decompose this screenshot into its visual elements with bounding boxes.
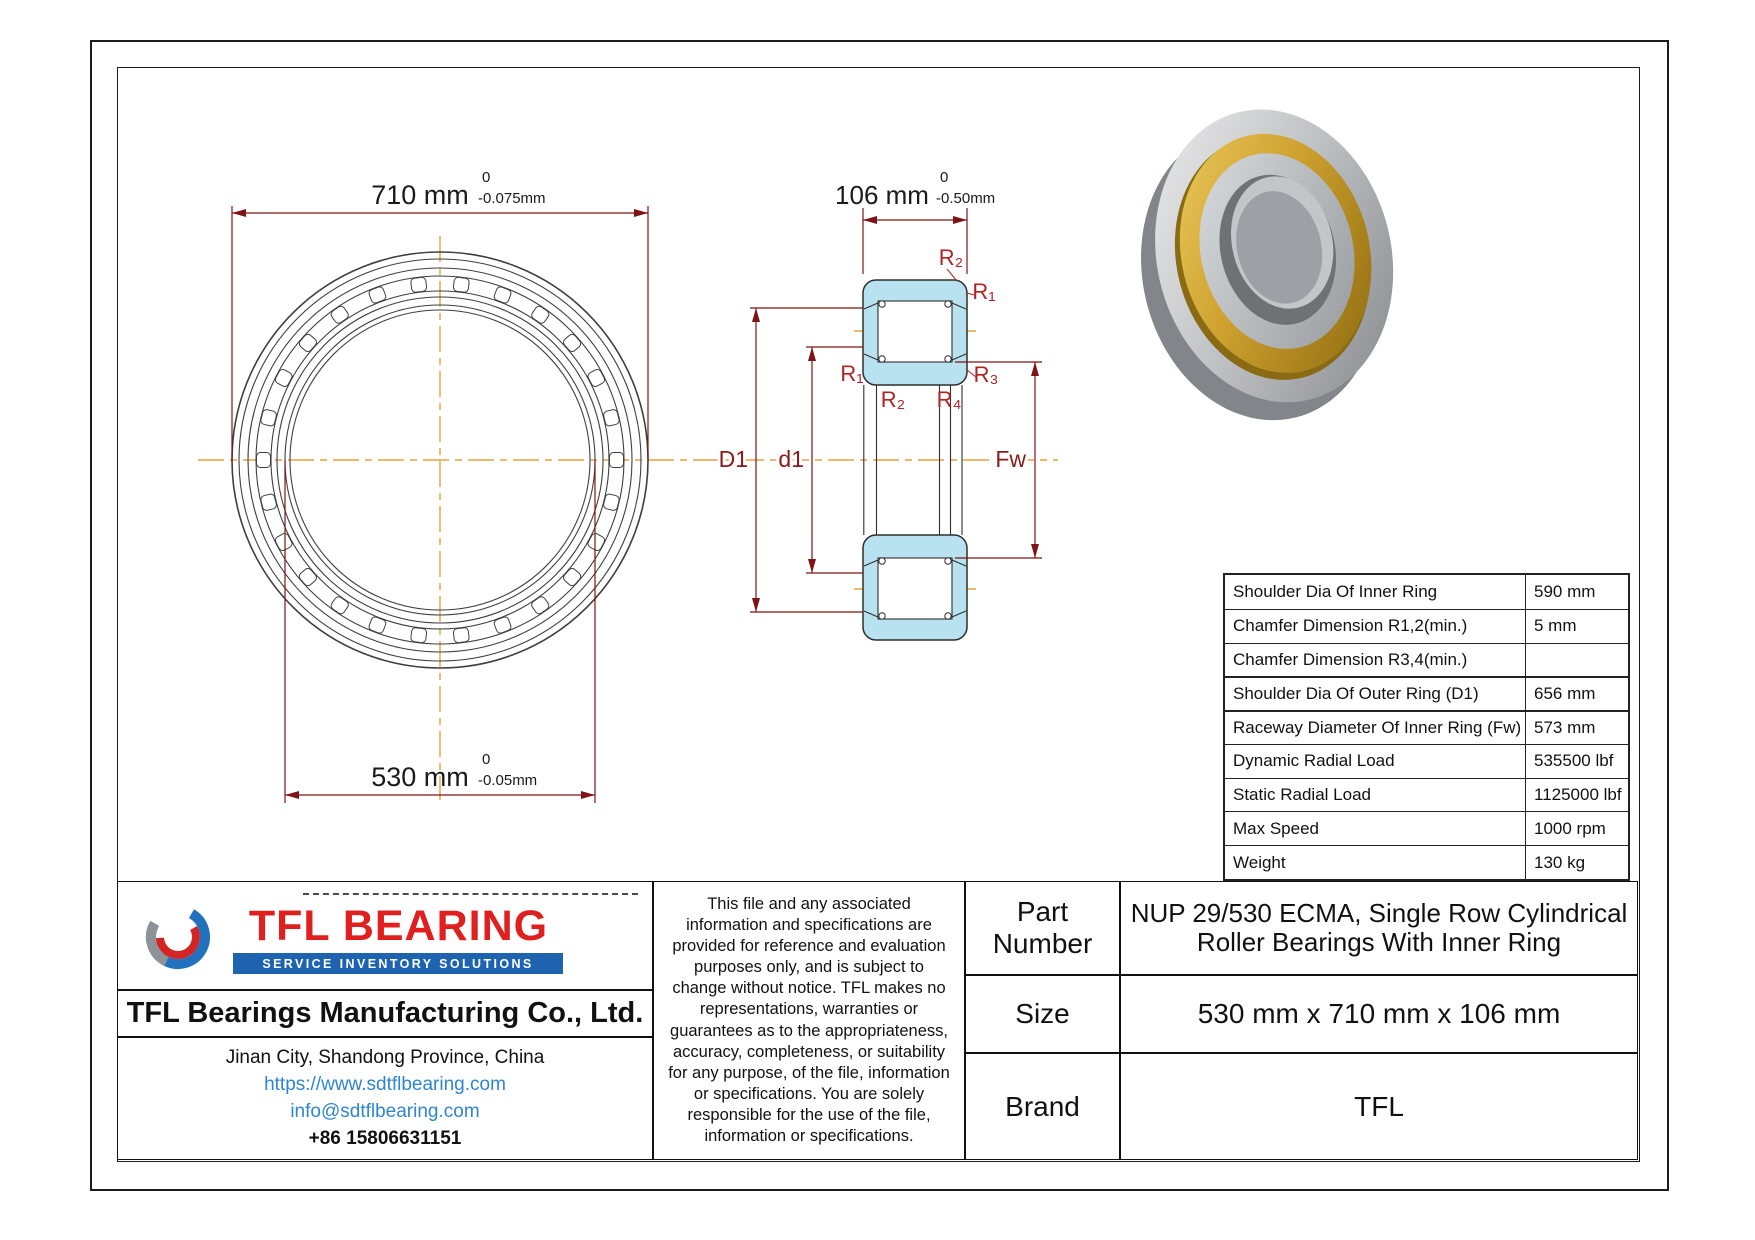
table-row — [1225, 811, 1628, 845]
title-block — [117, 881, 1638, 1160]
company-phone: +86 15806631151 — [308, 1128, 462, 1149]
spec-label: Shoulder Dia Of Inner Ring — [1233, 581, 1438, 601]
brand-value: TFL — [1120, 1053, 1638, 1160]
label-r1-top: R₁ — [972, 279, 996, 304]
dim-530-value: 530 mm — [371, 762, 469, 792]
dim-106-value: 106 mm — [835, 180, 929, 210]
spec-value: 5 mm — [1525, 610, 1628, 643]
label-r2-bottom: R₂ — [880, 387, 906, 412]
label-Fw: Fw — [995, 446, 1026, 472]
dim-530-tol-top: 0 — [482, 751, 491, 768]
table-row — [1225, 845, 1628, 879]
spec-value: 1000 rpm — [1525, 812, 1628, 845]
label-r4-bottom: R₄ — [936, 387, 962, 412]
dim-710-tol-top: 0 — [482, 169, 491, 186]
spec-label: Weight — [1233, 852, 1286, 872]
bearing-3d-image — [1105, 75, 1435, 445]
table-row — [1225, 778, 1628, 812]
spec-value: 130 kg — [1525, 846, 1628, 879]
dim-106-tol-bottom: -0.50mm — [936, 190, 996, 207]
dim-530-tol-bottom: -0.05mm — [478, 772, 538, 789]
spec-value: 573 mm — [1525, 712, 1628, 744]
table-row — [1225, 710, 1628, 744]
spec-label: Static Radial Load — [1233, 785, 1371, 805]
logo-tagline: SERVICE INVENTORY SOLUTIONS — [233, 953, 563, 974]
label-r3-right: R₃ — [973, 362, 999, 387]
size-value: 530 mm x 710 mm x 106 mm — [1120, 975, 1638, 1053]
brand-label: Brand — [965, 1053, 1120, 1160]
size-label: Size — [965, 975, 1120, 1053]
company-logo — [117, 881, 653, 990]
disclaimer-text: This file and any associated information and specifications are provided for reference and evaluation purposes only, and is subject to change without notice. TFL makes no representations, warranties or guarantees as to the appropriateness, accuracy, completeness, or suitability for any purpose, of the file, information or specifications. You are solely responsible for the use of the file, information or specifications. — [653, 881, 965, 1160]
company-contact — [117, 1037, 653, 1160]
label-d1: d1 — [778, 446, 804, 472]
part-number-label: Part Number — [965, 881, 1120, 975]
table-row — [1225, 575, 1628, 609]
table-row — [1225, 643, 1628, 677]
label-D1: D1 — [718, 446, 748, 472]
logo-top-dashes — [303, 893, 638, 895]
spec-label: Dynamic Radial Load — [1233, 751, 1395, 771]
company-website-link[interactable]: https://www.sdtflbearing.com — [264, 1074, 506, 1095]
dim-106-tol-top: 0 — [940, 169, 949, 186]
tfl-logo-icon — [140, 896, 216, 976]
dim-710-value: 710 mm — [371, 180, 469, 210]
spec-value: 535500 lbf — [1525, 745, 1628, 778]
logo-text: TFL BEARING — [248, 902, 549, 950]
spec-label: Shoulder Dia Of Outer Ring (D1) — [1233, 684, 1479, 704]
spec-label: Raceway Diameter Of Inner Ring (Fw) — [1233, 717, 1522, 737]
part-number-value: NUP 29/530 ECMA, Single Row Cylindrical Roller Bearings With Inner Ring — [1120, 881, 1638, 975]
company-name: TFL Bearings Manufacturing Co., Ltd. — [117, 990, 653, 1037]
label-r1-left: R₁ — [840, 361, 864, 386]
spec-value: 656 mm — [1525, 678, 1628, 710]
dim-710-tol-bottom: -0.075mm — [478, 190, 546, 207]
spec-value: 1125000 lbf — [1525, 779, 1628, 812]
company-address: Jinan City, Shandong Province, China — [225, 1047, 545, 1068]
spec-label: Max Speed — [1233, 818, 1319, 838]
table-row — [1225, 609, 1628, 643]
spec-label: Chamfer Dimension R1,2(min.) — [1233, 616, 1468, 636]
company-email-link[interactable]: info@sdtflbearing.com — [290, 1101, 480, 1122]
spec-label: Chamfer Dimension R3,4(min.) — [1233, 649, 1468, 669]
label-r2-top: R₂ — [938, 245, 964, 270]
spec-value: 590 mm — [1525, 575, 1628, 609]
table-row — [1225, 676, 1628, 710]
spec-value — [1525, 644, 1628, 677]
spec-table — [1223, 573, 1630, 881]
table-row — [1225, 744, 1628, 778]
